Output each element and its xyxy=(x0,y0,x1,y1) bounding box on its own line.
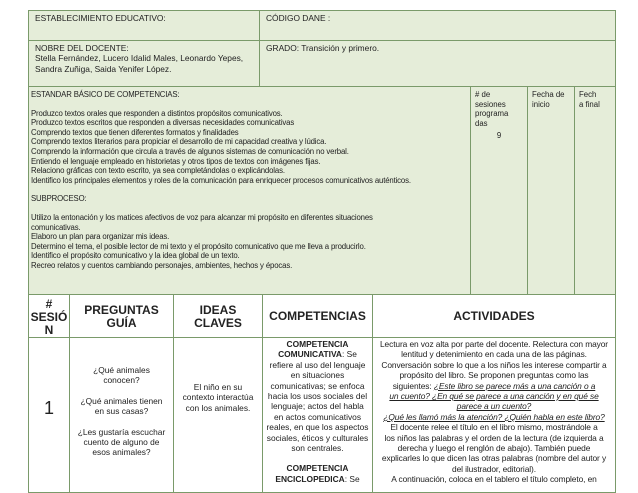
subproceso-line: comunicativas. xyxy=(31,222,81,232)
actividad-line: explicarles lo que dicen las otras palabras (nombre del autor y xyxy=(381,453,607,464)
competencia-line: refiere al uso del lenguaje xyxy=(269,359,366,370)
th-actividades-label: ACTIVIDADES xyxy=(453,309,535,323)
competencia-line: comunicativas; se enfoca xyxy=(270,380,365,391)
competencia-line: son centrales. xyxy=(291,443,344,454)
row1-sesion-number: 1 xyxy=(43,398,54,418)
sesiones-label-line: programa xyxy=(475,109,509,119)
estandar-cell xyxy=(28,86,471,295)
row1-actividades xyxy=(372,337,616,493)
row1-sesion xyxy=(28,337,70,493)
th-competencias-label: COMPETENCIAS xyxy=(269,309,366,323)
sesiones-value: 9 xyxy=(496,131,502,141)
th-sesion-line: SESIÓ xyxy=(30,310,68,324)
pregunta-line: en sus casas? xyxy=(94,406,149,417)
th-preguntas-line: PREGUNTAS xyxy=(84,303,159,317)
competencia-line: reales, en que los aspectos xyxy=(266,422,369,433)
establecimiento-cell xyxy=(28,10,260,41)
th-ideas-line: IDEAS xyxy=(199,303,237,317)
planning-document xyxy=(28,10,616,493)
competencia-line: en situaciones xyxy=(290,370,345,381)
fecha-inicio-line: inicio xyxy=(532,99,550,109)
actividad-line: ¿Qué les llamó más la atención? ¿Quién habla en este libro? xyxy=(383,411,605,422)
grado-cell xyxy=(259,40,616,87)
actividad-line: del ilustrador, editorial). xyxy=(452,463,536,474)
estandar-line: Identifico los principales elementos y roles de la comunicación para enriquecer procesos comunicativos auténticos. xyxy=(31,175,411,185)
pregunta-line: cuento de alguno de xyxy=(83,437,160,448)
codigo-dane-label: CÓDIGO DANE : xyxy=(266,13,331,23)
subproceso-line: Determino el tema, el posible lector de mi texto y el propósito comunicativo que me lleva a producirlo. xyxy=(31,241,366,251)
competencia-line: en actos comunicativos xyxy=(273,411,362,422)
row1-preguntas xyxy=(69,337,174,493)
th-ideas xyxy=(173,294,263,338)
subproceso-line: Recreo relatos y cuentos cambiando personajes, ambientes, hechos y épocas. xyxy=(31,260,293,270)
sesiones-label-line: sesiones xyxy=(475,99,506,109)
competencia-line: lenguaje; actos del habla xyxy=(271,401,364,412)
row1-ideas xyxy=(173,337,263,493)
pregunta-line: ¿Qué animales tienen xyxy=(80,395,163,406)
actividad-line: derecha y luego el renglón de abajo). También puede xyxy=(397,443,591,454)
subproceso-line: Elaboro un plan para organizar mis ideas. xyxy=(31,232,170,242)
docente-label: NOBRE DEL DOCENTE: xyxy=(35,43,129,53)
fecha-final-line: Fech xyxy=(579,90,597,99)
th-competencias xyxy=(262,294,373,338)
sesiones-label-line: # de xyxy=(475,90,491,99)
pregunta-line: ¿Qué animales xyxy=(93,365,150,375)
competencia-line: ENCICLOPEDICA: Se xyxy=(275,473,360,484)
estandar-title: ESTANDAR BÁSICO DE COMPETENCIAS: xyxy=(31,90,180,99)
th-sesion xyxy=(28,294,70,338)
th-ideas-line: CLAVES xyxy=(194,316,242,330)
estandar-line: Comprendo textos literarios para propiciar el desarrollo de mi capacidad creativa y lúdica. xyxy=(31,137,327,147)
competencia-line: hacia los usos sociales del xyxy=(267,391,368,402)
codigo-dane-cell xyxy=(259,10,616,41)
establecimiento-label: ESTABLECIMIENTO EDUCATIVO: xyxy=(35,13,166,23)
fecha-final-line: a final xyxy=(579,99,600,109)
th-actividades xyxy=(372,294,616,338)
estandar-line: Entiendo el lenguaje empleado en historietas y otros tipos de textos con imágenes fijas. xyxy=(31,156,321,166)
docente-names-line1: Stella Fernández, Lucero Idalid Males, Leonardo Yepes, xyxy=(35,53,244,64)
competencia-line: sociales, éticos y culturales xyxy=(266,432,369,443)
pregunta-line: esos animales? xyxy=(92,447,151,458)
idea-line: contexto interactúa xyxy=(182,392,254,403)
idea-line: con los animales. xyxy=(185,402,251,413)
th-preguntas-line: GUÍA xyxy=(106,316,137,330)
estandar-line: Produzco textos orales que responden a distintos propósitos comunicativos. xyxy=(31,108,283,118)
actividad-line: parece a un cuento? xyxy=(456,401,532,412)
docente-cell xyxy=(28,40,260,87)
th-sesion-line: N xyxy=(44,323,54,337)
actividad-line: A continuación, coloca en el tablero el título completo, en xyxy=(391,474,597,485)
actividad-line: un cuento? ¿En qué se parece a una canción y en qué se xyxy=(389,391,599,402)
subproceso-line: Identifico el propósito comunicativo y la idea global de un texto. xyxy=(31,251,240,261)
estandar-line: Relaciono gráficas con texto escrito, ya sea completándolas o explicándolas. xyxy=(31,166,285,176)
fecha-final-cell xyxy=(574,86,616,295)
estandar-line: Comprendo textos que tienen diferentes formatos y finalidades xyxy=(31,127,239,137)
estandar-line: Produzco textos escritos que responden a diversas necesidades comunicativas xyxy=(31,118,295,128)
fecha-inicio-line: Fecha de xyxy=(532,90,565,99)
subproceso-title: SUBPROCESO: xyxy=(31,194,87,204)
pregunta-line: ¿Les gustaría escuchar xyxy=(77,426,166,437)
pregunta-line: conocen? xyxy=(103,375,140,386)
docente-names-line2: Sandra Zuñiga, Saida Yenifer López. xyxy=(35,63,172,74)
idea-line: El niño en su xyxy=(193,382,243,392)
competencia-line: COMUNICATIVA: Se xyxy=(278,349,357,360)
competencia-line: COMPETENCIA xyxy=(286,463,349,474)
actividad-line: Lectura en voz alta por parte del docente. Relectura con mayor xyxy=(380,339,608,349)
actividad-line: Conversación sobre lo que a los niños les interese compartir a xyxy=(381,359,607,370)
sesiones-label-line: das xyxy=(475,118,488,128)
subproceso-line: Utilizo la entonación y los matices afectivos de voz para alcanzar mi propósito en diferentes situaciones xyxy=(31,212,373,222)
actividad-line: lentitud y detenimiento en cada una de las páginas. xyxy=(401,349,587,360)
estandar-line: Comprendo la información que circula a través de algunos sistemas de comunicación no verbal. xyxy=(31,146,349,156)
row1-competencias xyxy=(262,337,373,493)
actividad-line: siguientes: ¿Este libro se parece más a una canción o a xyxy=(392,380,596,391)
actividad-line: propósito del libro. Se proponen preguntas como las xyxy=(399,370,589,381)
sesiones-cell xyxy=(470,86,528,295)
grado-label: GRADO: Transición y primero. xyxy=(266,43,380,53)
competencia-line: COMPETENCIA xyxy=(286,339,349,349)
actividad-line: los niños las palabras y el orden de la lectura (de izquierda a xyxy=(384,432,604,443)
fecha-inicio-cell xyxy=(527,86,575,295)
actividad-line: El docente relee el título en el libro mismo, mostrándole a xyxy=(390,422,598,433)
th-preguntas xyxy=(69,294,174,338)
th-sesion-line: # xyxy=(45,297,53,311)
